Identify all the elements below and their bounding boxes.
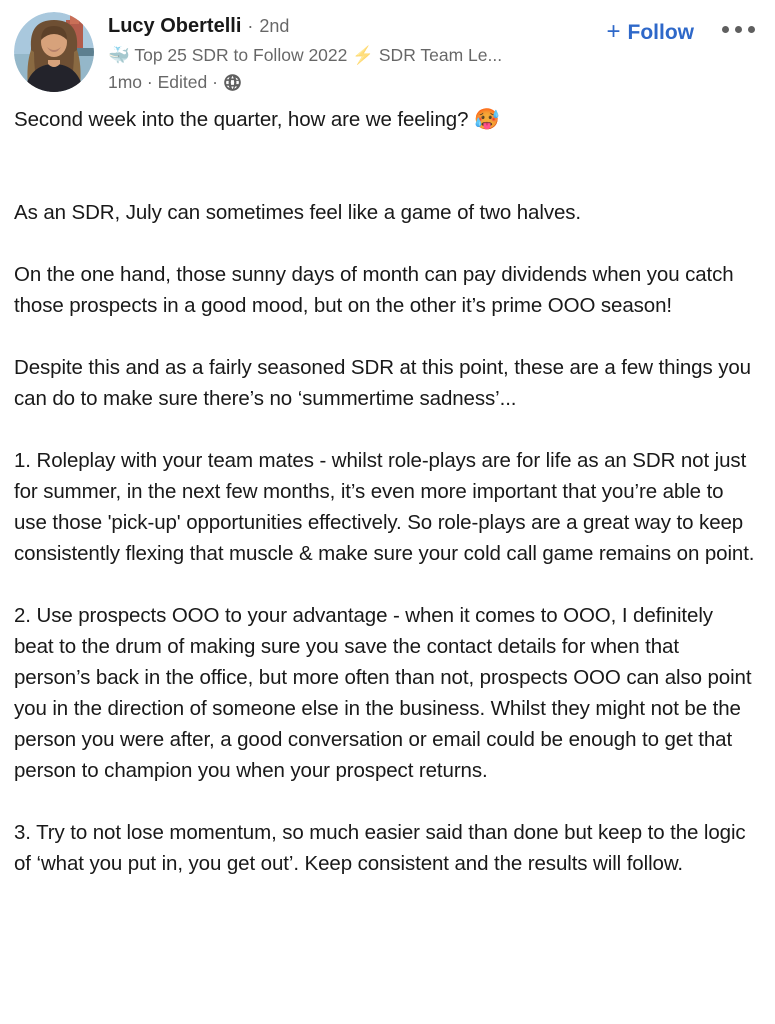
post-paragraph: 1. Roleplay with your team mates - whilst role-plays are for life as an SDR not just for summer, in the next few months, it’s even more important that you’re able to use those 'pick-up' opportunities effectively. So role-plays are a great way to keep consistently flexing that muscle & make sure your cold call game remains on point. [14, 449, 755, 565]
globe-icon [223, 73, 242, 92]
three-dots-menu-icon[interactable] [720, 20, 757, 39]
header-actions [606, 12, 757, 45]
post-header [0, 12, 775, 93]
post-paragraph: Second week into the quarter, how are we feeling? 🥵 [14, 108, 500, 131]
post-paragraph: 3. Try to not lose momentum, so much easier said than done but keep to the logic of ‘what you put in, you get out’. Keep consistent and the results will follow. [14, 821, 746, 875]
post-age-edited: 1mo · Edited · [108, 72, 218, 92]
avatar-image [14, 12, 94, 92]
post-body [0, 93, 775, 879]
connection-degree: 2nd [259, 16, 290, 36]
author-headline: 🐳 Top 25 SDR to Follow 2022 ⚡ SDR Team Le... [108, 45, 503, 65]
follow-button-label: Follow [627, 21, 694, 44]
post-paragraph: Despite this and as a fairly seasoned SDR at this point, these are a few things you can do to make sure there’s no ‘summertime sadness’... [14, 356, 751, 410]
follow-button[interactable] [606, 17, 694, 45]
post-meta [108, 72, 606, 93]
author-name[interactable]: Lucy Obertelli [108, 15, 242, 37]
author-name-row [108, 15, 606, 38]
avatar[interactable] [14, 12, 94, 92]
degree-separator: · [247, 16, 254, 36]
post-paragraph: 2. Use prospects OOO to your advantage - when it comes to OOO, I definitely beat to the drum of making sure you save the contact details for when that person’s back in the office, but more often than not, prospects OOO can also point you in the direction of someone else in the business. Whilst they might not be the person you were after, a good conversation or email could be enough to get that person to champion you when your prospect returns. [14, 604, 752, 782]
post-paragraph: On the one hand, those sunny days of month can pay dividends when you catch those prospects in a good mood, but on the other it’s prime OOO season! [14, 263, 734, 317]
plus-icon: + [606, 17, 621, 45]
post-paragraph: As an SDR, July can sometimes feel like a game of two halves. [14, 201, 582, 224]
author-info [108, 12, 606, 93]
